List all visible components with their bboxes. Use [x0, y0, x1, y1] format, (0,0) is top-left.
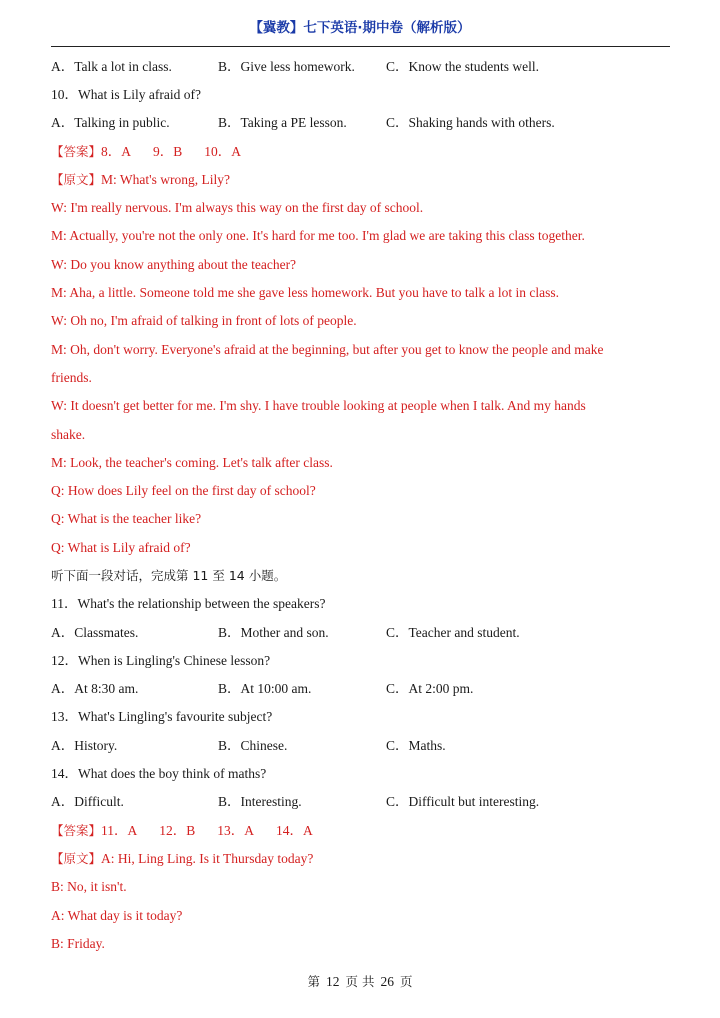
q10-options — [51, 114, 671, 132]
q12-option-a: A．At 8:30 am. — [51, 681, 139, 696]
transcript-line: A: What day is it today? — [51, 908, 183, 923]
footer-suffix: 页 — [399, 974, 413, 989]
transcript-line: Q: What is the teacher like? — [51, 511, 202, 526]
transcript-line: M: Aha, a little. Someone told me she gave less homework. But you have to talk a lot in class. — [51, 285, 560, 300]
q9-options — [51, 58, 671, 76]
q12-question: 12．When is Lingling's Chinese lesson? — [51, 653, 271, 668]
transcript-line: M: Look, the teacher's coming. Let's talk after class. — [51, 455, 333, 470]
q13-option-b: B．Chinese. — [218, 738, 288, 753]
q10-question: 10．What is Lily afraid of? — [51, 87, 201, 102]
q14-option-b: B．Interesting. — [218, 794, 302, 809]
transcript-line: Q: What is Lily afraid of? — [51, 540, 191, 555]
q9-option-c: C．Know the students well. — [386, 59, 539, 74]
q13-option-a: A．History. — [51, 738, 118, 753]
answer-item: 10．A — [204, 144, 242, 159]
transcript-line: W: Oh no, I'm afraid of talking in front of lots of people. — [51, 313, 357, 328]
transcript-line: Q: How does Lily feel on the first day of school? — [51, 483, 316, 498]
answer-item: 8．A — [101, 144, 132, 159]
transcript-line: W: I'm really nervous. I'm always this way on the first day of school. — [51, 200, 424, 215]
q10-option-a: A．Talking in public. — [51, 115, 170, 130]
answer-item: 14．A — [276, 823, 313, 838]
transcript-line: M: Oh, don't worry. Everyone's afraid at the beginning, but after you get to know the people and make — [51, 342, 604, 357]
q13-options — [51, 737, 671, 755]
q14-option-c: C．Difficult but interesting. — [386, 794, 540, 809]
q11-option-c: C．Teacher and student. — [386, 625, 520, 640]
total-pages: 26 — [380, 974, 394, 989]
document-header-title: 【冀教】七下英语·期中卷（解析版） — [249, 20, 471, 36]
answer-line-2 — [51, 822, 335, 840]
transcript-text: A: Hi, Ling Ling. Is it Thursday today? — [101, 851, 314, 866]
transcript-line: shake. — [51, 427, 86, 442]
page-number: 12 — [326, 974, 340, 989]
q10-option-b: B．Taking a PE lesson. — [218, 115, 347, 130]
transcript-line: W: It doesn't get better for me. I'm shy. I have trouble looking at people when I talk. And my hands — [51, 398, 586, 413]
answer-item: 11．A — [101, 823, 138, 838]
transcript-line: W: Do you know anything about the teacher? — [51, 257, 297, 272]
transcript-line: B: Friday. — [51, 936, 105, 951]
footer-middle: 页 共 — [345, 974, 375, 989]
q11-option-a: A．Classmates. — [51, 625, 139, 640]
q13-question: 13．What's Lingling's favourite subject? — [51, 709, 273, 724]
q14-option-a: A．Difficult. — [51, 794, 124, 809]
answer-item: 13．A — [217, 823, 255, 838]
page-footer — [0, 972, 720, 990]
transcript-line: B: No, it isn't. — [51, 879, 127, 894]
transcript-first-line-2 — [51, 850, 313, 868]
q9-option-a: A．Talk a lot in class. — [51, 59, 172, 74]
transcript-text: M: What's wrong, Lily? — [101, 172, 230, 187]
transcript-line: friends. — [51, 370, 92, 385]
transcript-first-line-1 — [51, 171, 230, 189]
transcript-tag: 【原文】 — [51, 172, 102, 187]
q14-options — [51, 793, 671, 811]
transcript-line: M: Actually, you're not the only one. It's hard for me too. I'm glad we are taking this class together. — [51, 228, 585, 243]
q12-option-b: B．At 10:00 am. — [218, 681, 312, 696]
section-instruction: 听下面一段对话，完成第 11 至 14 小题。 — [51, 568, 287, 583]
footer-prefix: 第 — [307, 974, 320, 989]
q10-option-c: C．Shaking hands with others. — [386, 115, 555, 130]
q13-option-c: C．Maths. — [386, 738, 446, 753]
answer-item: 12．B — [159, 823, 196, 838]
transcript-tag: 【原文】 — [51, 851, 102, 866]
answer-tag: 【答案】 — [51, 144, 102, 159]
q11-options — [51, 624, 671, 642]
header-divider — [51, 46, 670, 47]
q12-options — [51, 680, 671, 698]
q11-option-b: B．Mother and son. — [218, 625, 329, 640]
answer-line-1 — [51, 143, 263, 161]
q12-option-c: C．At 2:00 pm. — [386, 681, 474, 696]
q11-question: 11．What's the relationship between the speakers? — [51, 596, 326, 611]
q9-option-b: B．Give less homework. — [218, 59, 355, 74]
answer-tag: 【答案】 — [51, 823, 102, 838]
q14-question: 14．What does the boy think of maths? — [51, 766, 267, 781]
answer-item: 9．B — [153, 144, 183, 159]
